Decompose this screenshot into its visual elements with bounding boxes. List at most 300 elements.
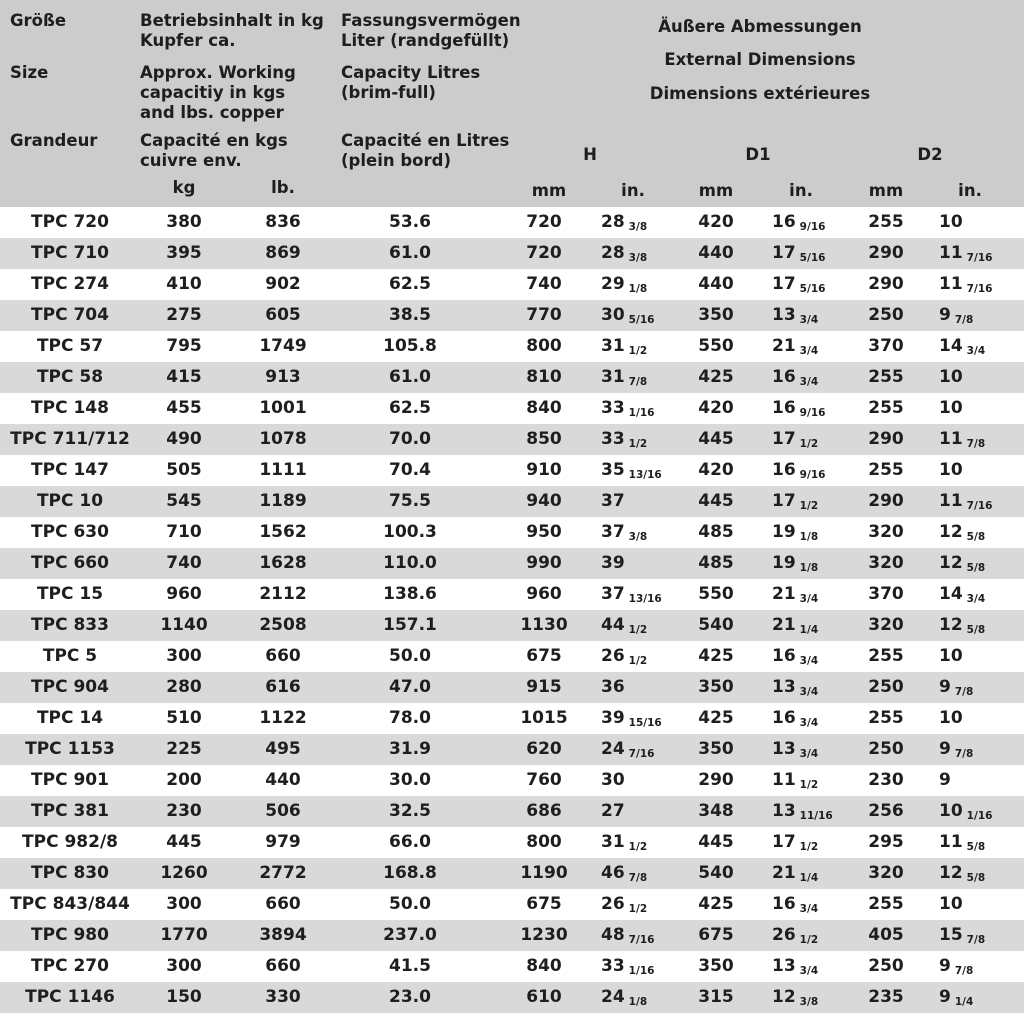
cell-value: 675 xyxy=(526,646,562,666)
cell-kg xyxy=(166,703,202,734)
cell-d2-in xyxy=(939,796,992,827)
cell-d2-mm xyxy=(868,827,904,858)
cell-value: TPC 14 xyxy=(36,708,104,728)
cell-value: 979 xyxy=(265,832,301,852)
cell-value: TPC 1146 xyxy=(25,987,115,1007)
cell-lb xyxy=(265,889,301,920)
cell-value: 15 xyxy=(939,925,963,945)
cell-h-mm xyxy=(526,238,562,269)
cell-h-in xyxy=(601,641,647,672)
cell-kg xyxy=(166,889,202,920)
cell-value: 290 xyxy=(698,770,734,790)
cell-kg xyxy=(166,734,202,765)
cell-value: 16 xyxy=(772,398,796,418)
cell-litres xyxy=(389,269,431,300)
cell-d1-mm xyxy=(698,455,734,486)
header-unit-d1-in: in. xyxy=(789,181,813,200)
header-unit-h-in: in. xyxy=(621,181,645,200)
cell-d1-in xyxy=(772,641,818,672)
cell-d2-in xyxy=(939,889,967,920)
cell-litres xyxy=(389,641,431,672)
cell-d2-mm xyxy=(868,703,904,734)
cell-h-in xyxy=(601,610,647,641)
cell-value: 21 xyxy=(772,336,796,356)
cell-litres xyxy=(389,703,431,734)
cell-d1-mm xyxy=(698,672,734,703)
cell-value: 420 xyxy=(698,460,734,480)
cell-value: 1111 xyxy=(259,460,307,480)
cell-value: 61.0 xyxy=(389,243,431,263)
cell-fraction: 3/4 xyxy=(966,345,986,357)
cell-litres xyxy=(389,796,431,827)
cell-h-in xyxy=(601,207,647,238)
cell-litres xyxy=(389,238,431,269)
cell-value: 150 xyxy=(166,987,202,1007)
header-unit-lb: lb. xyxy=(271,178,295,197)
cell-fraction: 7/8 xyxy=(954,965,974,977)
cell-value: 1749 xyxy=(259,336,307,356)
cell-value: 17 xyxy=(772,832,796,852)
table-row xyxy=(0,207,1024,238)
cell-d1-mm xyxy=(698,486,734,517)
cell-value: 41.5 xyxy=(389,956,431,976)
cell-fraction: 7/16 xyxy=(966,283,993,295)
cell-fraction: 13/16 xyxy=(628,593,662,605)
cell-litres xyxy=(389,827,431,858)
cell-h-in xyxy=(601,982,647,1013)
header-size-en: Size xyxy=(10,63,49,82)
cell-value: 75.5 xyxy=(389,491,431,511)
cell-value: 30 xyxy=(601,770,625,790)
cell-value: 9 xyxy=(939,770,951,790)
cell-size xyxy=(31,672,109,703)
cell-value: 720 xyxy=(526,243,562,263)
cell-size xyxy=(31,238,109,269)
cell-lb xyxy=(265,734,301,765)
cell-value: 550 xyxy=(698,336,734,356)
cell-value: 225 xyxy=(166,739,202,759)
cell-value: TPC 843/844 xyxy=(10,894,130,914)
cell-value: 255 xyxy=(868,646,904,666)
cell-lb xyxy=(265,641,301,672)
cell-value: TPC 720 xyxy=(31,212,109,232)
cell-fraction: 3/8 xyxy=(628,252,648,264)
cell-value: 960 xyxy=(166,584,202,604)
cell-value: 19 xyxy=(772,553,796,573)
header-unit-kg: kg xyxy=(172,178,196,197)
cell-value: 9 xyxy=(939,956,951,976)
cell-value: TPC 982/8 xyxy=(22,832,118,852)
cell-value: 740 xyxy=(166,553,202,573)
cell-value: 320 xyxy=(868,522,904,542)
cell-fraction: 7/8 xyxy=(954,686,974,698)
cell-value: 1140 xyxy=(160,615,208,635)
cell-value: 39 xyxy=(601,553,625,573)
cell-value: 21 xyxy=(772,584,796,604)
cell-h-mm xyxy=(526,331,562,362)
cell-h-mm xyxy=(526,579,562,610)
cell-fraction: 1/2 xyxy=(628,624,648,636)
cell-value: 2772 xyxy=(259,863,307,883)
cell-d2-mm xyxy=(868,238,904,269)
cell-value: 620 xyxy=(526,739,562,759)
cell-value: TPC 15 xyxy=(36,584,104,604)
cell-d2-mm xyxy=(868,269,904,300)
cell-size xyxy=(10,889,130,920)
cell-value: 445 xyxy=(698,832,734,852)
cell-fraction: 5/8 xyxy=(966,841,986,853)
cell-d1-in xyxy=(772,486,818,517)
cell-fraction: 5/16 xyxy=(799,252,826,264)
cell-value: 1001 xyxy=(259,398,307,418)
cell-fraction: 5/16 xyxy=(799,283,826,295)
cell-d2-in xyxy=(939,455,967,486)
cell-h-mm xyxy=(526,269,562,300)
cell-h-in xyxy=(601,672,629,703)
cell-lb xyxy=(265,207,301,238)
cell-fraction: 3/8 xyxy=(628,221,648,233)
cell-value: 31 xyxy=(601,336,625,356)
header-working-en-2: capacitiy in kgs xyxy=(140,83,286,102)
cell-value: 1230 xyxy=(520,925,568,945)
cell-value: 33 xyxy=(601,398,625,418)
cell-size xyxy=(31,951,109,982)
cell-h-mm xyxy=(526,393,562,424)
cell-d1-in xyxy=(772,579,818,610)
table-row xyxy=(0,517,1024,548)
cell-value: 686 xyxy=(526,801,562,821)
cell-value: 350 xyxy=(698,305,734,325)
cell-value: 455 xyxy=(166,398,202,418)
cell-fraction: 3/8 xyxy=(628,531,648,543)
cell-value: 21 xyxy=(772,863,796,883)
cell-d1-in xyxy=(772,889,818,920)
cell-value: 16 xyxy=(772,212,796,232)
cell-value: 902 xyxy=(265,274,301,294)
cell-fraction: 1/8 xyxy=(799,531,819,543)
cell-fraction: 1/4 xyxy=(954,996,974,1008)
header-unit-d2-mm: mm xyxy=(868,181,904,200)
cell-value: 395 xyxy=(166,243,202,263)
cell-value: 17 xyxy=(772,243,796,263)
cell-value: 11 xyxy=(939,491,963,511)
cell-d2-in xyxy=(939,765,955,796)
cell-value: 760 xyxy=(526,770,562,790)
cell-value: 16 xyxy=(772,367,796,387)
cell-value: TPC 381 xyxy=(31,801,109,821)
cell-litres xyxy=(383,548,437,579)
cell-fraction: 1/2 xyxy=(628,345,648,357)
cell-value: 38.5 xyxy=(389,305,431,325)
cell-kg xyxy=(160,858,207,889)
cell-fraction: 5/16 xyxy=(628,314,655,326)
cell-value: 290 xyxy=(868,429,904,449)
cell-value: 795 xyxy=(166,336,202,356)
cell-value: 840 xyxy=(526,956,562,976)
cell-litres xyxy=(383,858,437,889)
cell-d2-in xyxy=(939,858,985,889)
cell-kg xyxy=(166,486,202,517)
cell-litres xyxy=(389,951,431,982)
table-row xyxy=(0,889,1024,920)
cell-value: 250 xyxy=(868,739,904,759)
cell-value: 31.9 xyxy=(389,739,431,759)
cell-d2-in xyxy=(939,269,992,300)
cell-d2-in xyxy=(939,641,967,672)
cell-value: 26 xyxy=(601,894,625,914)
cell-value: 445 xyxy=(166,832,202,852)
cell-d1-mm xyxy=(698,238,734,269)
cell-fraction: 9/16 xyxy=(799,407,826,419)
cell-value: 11 xyxy=(772,770,796,790)
header-unit-d1-mm: mm xyxy=(698,181,734,200)
cell-d2-mm xyxy=(868,300,904,331)
cell-fraction: 5/8 xyxy=(966,624,986,636)
cell-h-in xyxy=(601,858,647,889)
cell-value: 425 xyxy=(698,367,734,387)
cell-d1-mm xyxy=(698,858,734,889)
cell-value: 11 xyxy=(939,274,963,294)
cell-size xyxy=(31,548,109,579)
cell-size xyxy=(10,424,130,455)
cell-fraction: 9/16 xyxy=(799,221,826,233)
table-row xyxy=(0,486,1024,517)
cell-value: 16 xyxy=(772,646,796,666)
header-dim-h: H xyxy=(583,145,597,164)
cell-d1-in xyxy=(772,331,818,362)
cell-value: 410 xyxy=(166,274,202,294)
cell-value: TPC 274 xyxy=(31,274,109,294)
cell-d2-in xyxy=(939,734,973,765)
cell-value: 24 xyxy=(601,739,625,759)
cell-value: 13 xyxy=(772,956,796,976)
cell-lb xyxy=(259,858,306,889)
cell-value: 350 xyxy=(698,956,734,976)
header-external-fr: Dimensions extérieures xyxy=(649,84,871,103)
cell-value: 940 xyxy=(526,491,562,511)
cell-litres xyxy=(389,486,431,517)
header-capacity-de-1: Fassungsvermögen xyxy=(341,11,521,30)
cell-d2-mm xyxy=(868,486,904,517)
cell-d2-in xyxy=(939,672,973,703)
cell-litres xyxy=(389,455,431,486)
cell-size xyxy=(25,734,115,765)
cell-value: 505 xyxy=(166,460,202,480)
cell-fraction: 7/8 xyxy=(954,314,974,326)
cell-value: 10 xyxy=(939,460,963,480)
cell-h-in xyxy=(601,765,629,796)
cell-value: 1122 xyxy=(259,708,307,728)
cell-value: 32.5 xyxy=(389,801,431,821)
cell-value: 110.0 xyxy=(383,553,437,573)
cell-value: 1189 xyxy=(259,491,307,511)
cell-value: 17 xyxy=(772,429,796,449)
table-row xyxy=(0,269,1024,300)
cell-value: 70.4 xyxy=(389,460,431,480)
cell-value: 660 xyxy=(265,646,301,666)
cell-value: 300 xyxy=(166,956,202,976)
cell-d1-in xyxy=(772,362,818,393)
cell-fraction: 5/8 xyxy=(966,531,986,543)
cell-value: 540 xyxy=(698,863,734,883)
cell-value: 200 xyxy=(166,770,202,790)
cell-value: 850 xyxy=(526,429,562,449)
cell-d2-in xyxy=(939,920,985,951)
cell-h-mm xyxy=(526,207,562,238)
cell-value: TPC 147 xyxy=(31,460,109,480)
cell-value: 28 xyxy=(601,243,625,263)
cell-lb xyxy=(265,827,301,858)
cell-d2-mm xyxy=(868,579,904,610)
cell-value: 545 xyxy=(166,491,202,511)
cell-d1-mm xyxy=(698,269,734,300)
cell-kg xyxy=(166,548,202,579)
header-dim-d1: D1 xyxy=(745,145,771,164)
cell-d2-mm xyxy=(868,517,904,548)
cell-value: 950 xyxy=(526,522,562,542)
cell-d1-in xyxy=(772,269,825,300)
cell-value: 740 xyxy=(526,274,562,294)
cell-fraction: 3/8 xyxy=(799,996,819,1008)
cell-d2-mm xyxy=(868,920,904,951)
cell-value: 13 xyxy=(772,739,796,759)
cell-value: 415 xyxy=(166,367,202,387)
cell-fraction: 3/4 xyxy=(799,903,819,915)
cell-value: 506 xyxy=(265,801,301,821)
cell-lb xyxy=(265,672,301,703)
cell-fraction: 3/4 xyxy=(799,686,819,698)
cell-value: 9 xyxy=(939,739,951,759)
cell-kg xyxy=(166,827,202,858)
cell-value: 237.0 xyxy=(383,925,437,945)
cell-lb xyxy=(259,486,306,517)
cell-fraction: 1/16 xyxy=(966,810,993,822)
header-capacity-en-1: Capacity Litres xyxy=(341,63,481,82)
cell-litres xyxy=(389,672,431,703)
cell-d2-in xyxy=(939,238,992,269)
cell-kg xyxy=(166,269,202,300)
cell-value: 330 xyxy=(265,987,301,1007)
cell-value: 27 xyxy=(601,801,625,821)
cell-d1-in xyxy=(772,517,818,548)
cell-value: 17 xyxy=(772,491,796,511)
cell-value: 510 xyxy=(166,708,202,728)
cell-fraction: 1/16 xyxy=(628,407,655,419)
cell-fraction: 7/16 xyxy=(966,252,993,264)
table-row xyxy=(0,734,1024,765)
cell-h-mm xyxy=(520,703,567,734)
cell-h-mm xyxy=(526,734,562,765)
cell-size xyxy=(31,765,109,796)
cell-kg xyxy=(166,207,202,238)
cell-size xyxy=(31,610,109,641)
cell-fraction: 3/4 xyxy=(799,593,819,605)
cell-h-in xyxy=(601,548,629,579)
cell-value: 2508 xyxy=(259,615,307,635)
cell-litres xyxy=(383,331,437,362)
cell-h-mm xyxy=(520,858,567,889)
table-row xyxy=(0,672,1024,703)
cell-value: 10 xyxy=(939,367,963,387)
cell-size xyxy=(37,703,103,734)
cell-value: 250 xyxy=(868,677,904,697)
header-working-en-1: Approx. Working xyxy=(140,63,296,82)
cell-kg xyxy=(160,610,207,641)
cell-kg xyxy=(166,765,202,796)
cell-kg xyxy=(166,672,202,703)
cell-kg xyxy=(166,517,202,548)
cell-d1-in xyxy=(772,982,818,1013)
cell-kg xyxy=(166,300,202,331)
cell-value: 10 xyxy=(939,646,963,666)
header-working-fr-1: Capacité en kgs xyxy=(140,131,288,150)
cell-d1-mm xyxy=(698,982,734,1013)
cell-value: 13 xyxy=(772,305,796,325)
cell-value: 35 xyxy=(601,460,625,480)
cell-lb xyxy=(259,455,306,486)
cell-fraction: 3/4 xyxy=(799,717,819,729)
cell-value: 380 xyxy=(166,212,202,232)
cell-fraction: 7/8 xyxy=(628,872,648,884)
cell-h-in xyxy=(601,455,662,486)
cell-size xyxy=(25,982,115,1013)
cell-fraction: 11/16 xyxy=(799,810,833,822)
cell-fraction: 15/16 xyxy=(628,717,662,729)
cell-lb xyxy=(265,238,301,269)
cell-fraction: 7/8 xyxy=(966,934,986,946)
cell-kg xyxy=(166,424,202,455)
cell-value: 10 xyxy=(939,894,963,914)
cell-h-in xyxy=(601,703,662,734)
cell-value: 62.5 xyxy=(389,274,431,294)
cell-h-in xyxy=(601,796,629,827)
cell-fraction: 1/2 xyxy=(799,438,819,450)
cell-value: 1770 xyxy=(160,925,208,945)
cell-value: 16 xyxy=(772,894,796,914)
cell-value: 910 xyxy=(526,460,562,480)
cell-fraction: 1/4 xyxy=(799,624,819,636)
cell-lb xyxy=(259,703,306,734)
cell-d1-mm xyxy=(698,300,734,331)
cell-value: 50.0 xyxy=(389,894,431,914)
cell-d1-in xyxy=(772,672,818,703)
cell-fraction: 3/4 xyxy=(799,965,819,977)
cell-value: 10 xyxy=(939,708,963,728)
cell-value: TPC 270 xyxy=(31,956,109,976)
cell-lb xyxy=(259,579,306,610)
cell-h-in xyxy=(601,300,654,331)
cell-fraction: 7/16 xyxy=(628,934,655,946)
table-row xyxy=(0,858,1024,889)
cell-value: 26 xyxy=(601,646,625,666)
cell-kg xyxy=(166,455,202,486)
table-row xyxy=(0,610,1024,641)
cell-d1-mm xyxy=(698,796,734,827)
cell-d1-in xyxy=(772,734,818,765)
cell-h-in xyxy=(601,362,647,393)
cell-d1-mm xyxy=(698,827,734,858)
cell-value: 70.0 xyxy=(389,429,431,449)
cell-value: 11 xyxy=(939,832,963,852)
cell-value: 840 xyxy=(526,398,562,418)
cell-value: 445 xyxy=(698,429,734,449)
cell-value: 605 xyxy=(265,305,301,325)
cell-value: 9 xyxy=(939,677,951,697)
cell-lb xyxy=(259,920,306,951)
cell-h-mm xyxy=(526,672,562,703)
cell-value: 348 xyxy=(698,801,734,821)
cell-litres xyxy=(389,300,431,331)
